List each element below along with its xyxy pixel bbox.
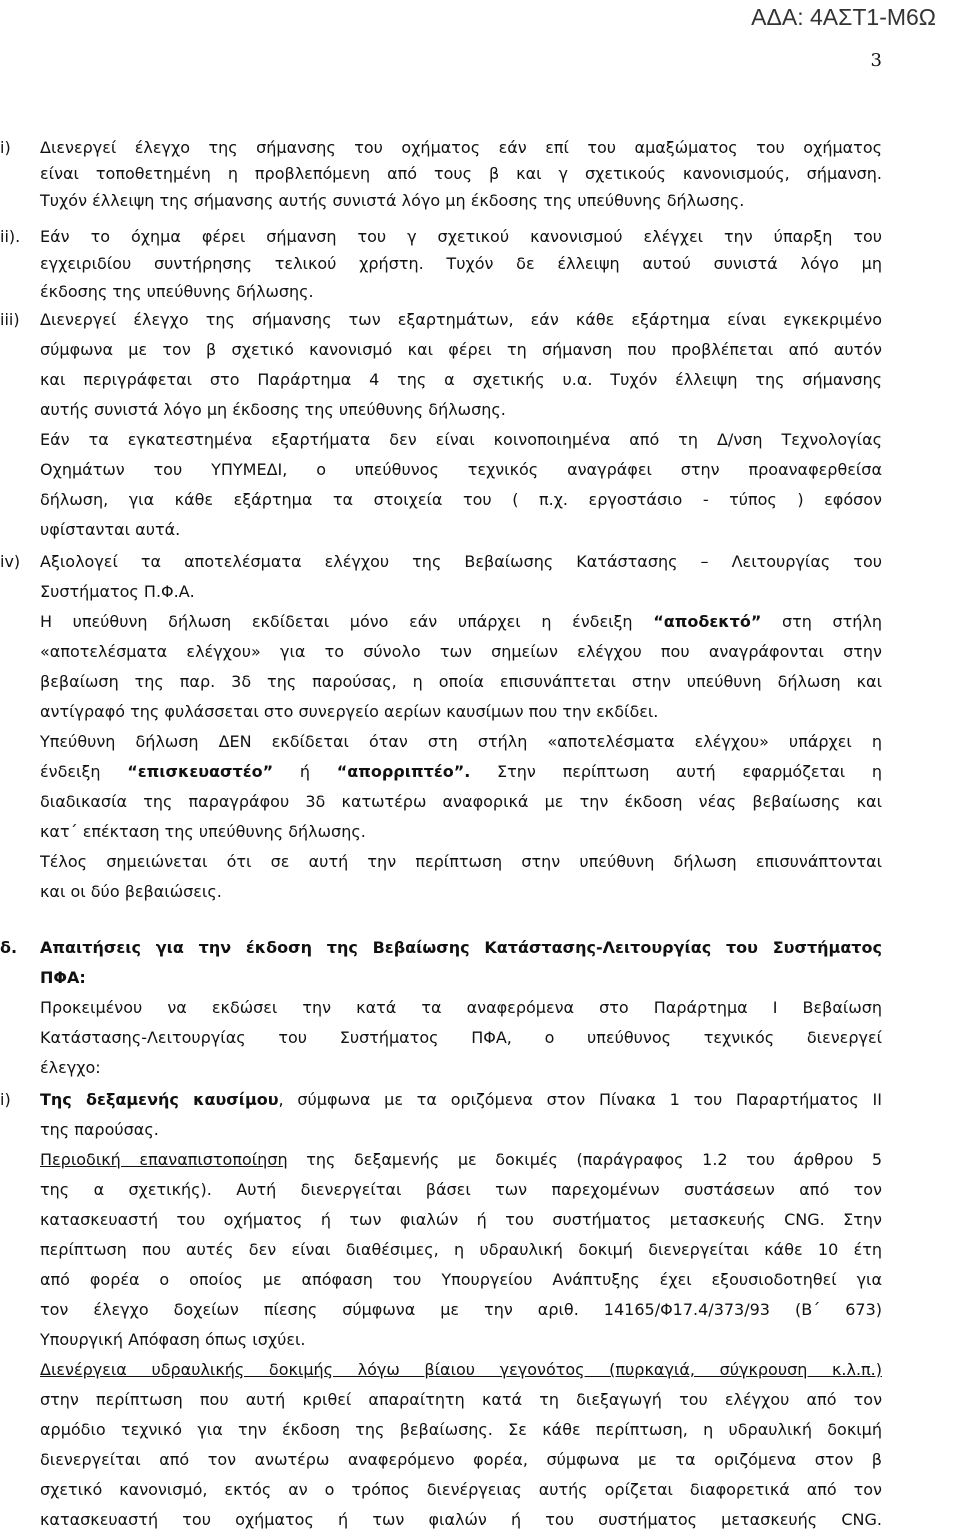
- item-ii-line-2: εγχειριδίου συντήρησης τελικού χρήστη. Τυχόν δε έλλειψη αυτού συνιστά λόγο μη: [40, 254, 882, 273]
- accepted-term: “αποδεκτό”: [653, 612, 762, 631]
- item-iii-line-2: σύμφωνα με τον β σχετικό κανονισμό και φέρει τη σήμανση που προβλέπεται από αυτόν: [40, 340, 882, 359]
- text-run: , σύμφωνα με τα οριζόμενα στον Πίνακα 1 του Παραρτήματος ΙΙ: [278, 1090, 882, 1109]
- section-d-intro-line-2: Κατάστασης-Λειτουργίας του Συστήματος ΠΦΑ, ο υπεύθυνος τεχνικός διενεργεί: [40, 1028, 882, 1047]
- section-d-intro-line-3: έλεγχο:: [40, 1058, 101, 1077]
- item-iii-line-3: και περιγράφεται στο Παράρτημα 4 της α σχετικής υ.α. Τυχόν έλλειψη της σήμανσης: [40, 370, 882, 389]
- sub-i-para-2-line-6: κατασκευαστή του οχήματος ή των φιαλών ή του συστήματος μετασκευής CNG.: [40, 1510, 882, 1529]
- sub-i-para-1-line-4: περίπτωση που αυτές δεν είναι διαθέσιμες, η υδραυλική δοκιμή διενεργείται κάθε 10 έτη: [40, 1240, 882, 1259]
- rejected-term: “απορριπτέο”.: [336, 762, 471, 781]
- item-ii-line-3: έκδοσης της υπεύθυνης δήλωσης.: [40, 282, 314, 301]
- item-iii-marker: iii): [0, 310, 20, 329]
- item-iv-line-2: Συστήματος Π.Φ.Α.: [40, 582, 195, 601]
- item-iv-para-2-line-3: διαδικασία της παραγράφου 3δ κατωτέρω αναφορικά με την έκδοση νέας βεβαίωσης και: [40, 792, 882, 811]
- fuel-tank-heading: Της δεξαμενής καυσίμου: [40, 1090, 279, 1109]
- item-iii-line-8: υφίστανται αυτά.: [40, 520, 181, 539]
- item-i-marker: i): [0, 138, 11, 157]
- section-d-marker: δ.: [0, 938, 18, 957]
- item-ii-marker: ii).: [0, 227, 21, 246]
- repair-term: “επισκευαστέο”: [127, 762, 274, 781]
- sub-i-marker: i): [0, 1090, 11, 1109]
- item-iii-line-7: δήλωση, για κάθε εξάρτημα τα στοιχεία του ( π.χ. εργοστάσιο - τύπος ) εφόσον: [40, 490, 882, 509]
- item-iv-para-1-line-1: [40, 612, 882, 631]
- item-iv-para-2-line-1: Υπεύθυνη δήλωση ΔΕΝ εκδίδεται όταν στη στήλη «αποτελέσματα ελέγχου» υπάρχει η: [40, 732, 882, 751]
- sub-i-para-2-line-1: Διενέργεια υδραυλικής δοκιμής λόγω βίαιου γεγονότος (πυρκαγιά, σύγκρουση κ.λ.π.): [40, 1360, 882, 1379]
- item-iii-line-1: Διενεργεί έλεγχο της σήμανσης των εξαρτημάτων, εάν κάθε εξάρτημα είναι εγκεκριμένο: [40, 310, 882, 329]
- sub-i-para-2-line-5: σχετικό κανονισμό, εκτός αν ο τρόπος διενέργειας αυτής ορίζεται διαφορετικά από τον: [40, 1480, 882, 1499]
- item-ii-line-1: Εάν το όχημα φέρει σήμανση του γ σχετικού κανονισμού ελέγχει την ύπαρξη του: [40, 227, 882, 246]
- item-i-line-2: είναι τοποθετημένη η προβλεπόμενη από τους β και γ σχετικούς κανονισμούς, σήμανση.: [40, 164, 882, 183]
- item-iv-para-2-line-2: [40, 762, 882, 781]
- item-iv-para-1-line-4: αντίγραφό της φυλάσσεται στο συνεργείο αερίων καυσίμων που την εκδίδει.: [40, 702, 659, 721]
- text-run: ή: [299, 762, 310, 781]
- item-iii-line-6: Οχημάτων του ΥΠΥΜΕΔΙ, ο υπεύθυνος τεχνικός αναγράφει στην προαναφερθείσα: [40, 460, 882, 479]
- text-run: της δεξαμενής με δοκιμές (παράγραφος 1.2 του άρθρου 5: [306, 1150, 883, 1169]
- sub-i-para-1-line-5: από φορέα ο οποίος με απόφαση του Υπουργείου Ανάπτυξης έχει εξουσιοδοτηθεί για: [40, 1270, 882, 1289]
- page-number: 3: [870, 50, 882, 71]
- sub-i-line-1: [40, 1090, 882, 1109]
- sub-i-para-1-line-6: τον έλεγχο δοχείων πίεσης σύμφωνα με την αριθ. 14165/Φ17.4/373/93 (Β΄ 673): [40, 1300, 882, 1319]
- sub-i-para-1-line-2: της α σχετικής). Αυτή διενεργείται βάσει των παρεχομένων συστάσεων από τον: [40, 1180, 882, 1199]
- sub-i-para-1-line-7: Υπουργική Απόφαση όπως ισχύει.: [40, 1330, 306, 1349]
- sub-i-para-1-line-1: [40, 1150, 882, 1169]
- sub-i-para-2-line-2: στην περίπτωση που αυτή κριθεί απαραίτητη κατά τη διεξαγωγή του ελέγχου από τον: [40, 1390, 882, 1409]
- text-run: Στην περίπτωση αυτή εφαρμόζεται η: [497, 762, 882, 781]
- sub-i-para-2-line-3: αρμόδιο τεχνικό για την έκδοση της βεβαίωσης. Σε κάθε περίπτωση, η υδραυλική δοκιμή: [40, 1420, 882, 1439]
- section-d-heading-line-2: ΠΦΑ:: [40, 968, 86, 987]
- text-run: ένδειξη: [40, 762, 101, 781]
- item-iii-line-4: αυτής συνιστά λόγο μη έκδοσης της υπεύθυνης δήλωσης.: [40, 400, 506, 419]
- item-iv-para-2-line-4: κατ΄ επέκταση της υπεύθυνης δήλωσης.: [40, 822, 366, 841]
- item-iv-para-1-line-2: «αποτελέσματα ελέγχου» για το σύνολο των σημείων ελέγχου που αναγράφονται στην: [40, 642, 882, 661]
- sub-i-para-2-line-4: διενεργείται από τον ανωτέρω αναφερόμενο φορέα, σύμφωνα με τα οριζόμενα στον β: [40, 1450, 882, 1469]
- section-d-intro-line-1: Προκειμένου να εκδώσει την κατά τα αναφερόμενα στο Παράρτημα Ι Βεβαίωση: [40, 998, 882, 1017]
- item-i-line-3: Τυχόν έλλειψη της σήμανσης αυτής συνιστά λόγο μη έκδοσης της υπεύθυνης δήλωσης.: [40, 191, 745, 210]
- item-iv-para-3-line-1: Τέλος σημειώνεται ότι σε αυτή την περίπτωση στην υπεύθυνη δήλωση επισυνάπτονται: [40, 852, 882, 871]
- item-iii-line-5: Εάν τα εγκατεστημένα εξαρτήματα δεν είναι κοινοποιημένα από τη Δ/νση Τεχνολογίας: [40, 430, 882, 449]
- recertification-term: Περιοδική επαναπιστοποίηση: [40, 1150, 288, 1169]
- item-iv-para-1-line-3: βεβαίωση της παρ. 3δ της παρούσας, η οποία επισυνάπτεται στην υπεύθυνη δήλωση και: [40, 672, 882, 691]
- item-iv-line-1: Αξιολογεί τα αποτελέσματα ελέγχου της Βεβαίωσης Κατάστασης – Λειτουργίας του: [40, 552, 882, 571]
- item-iv-para-3-line-2: και οι δύο βεβαιώσεις.: [40, 882, 222, 901]
- item-iv-marker: iv): [0, 552, 21, 571]
- item-i-line-1: Διενεργεί έλεγχο της σήμανσης του οχήματος εάν επί του αμαξώματος του οχήματος: [40, 138, 882, 157]
- text-run: στη στήλη: [781, 612, 882, 631]
- sub-i-line-2: της παρούσας.: [40, 1120, 159, 1139]
- text-run: Η υπεύθυνη δήλωση εκδίδεται μόνο εάν υπάρχει η ένδειξη: [40, 612, 633, 631]
- ada-code: ΑΔΑ: 4ΑΣΤ1-Μ6Ω: [751, 4, 936, 30]
- sub-i-para-1-line-3: κατασκευαστή του οχήματος ή των φιαλών ή του συστήματος μετασκευής CNG. Στην: [40, 1210, 882, 1229]
- section-d-heading-line-1: Απαιτήσεις για την έκδοση της Βεβαίωσης Κατάστασης-Λειτουργίας του Συστήματος: [40, 938, 882, 957]
